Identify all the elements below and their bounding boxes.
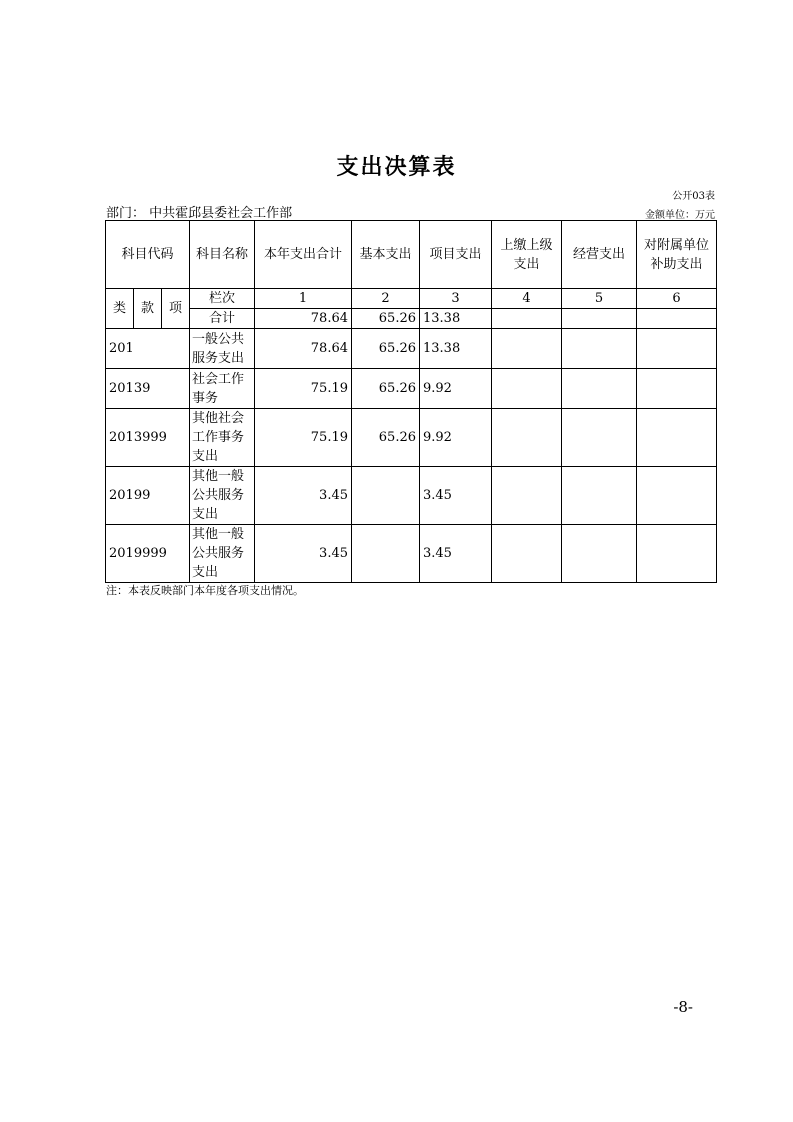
col-number: 1 xyxy=(255,289,352,309)
business-cell xyxy=(562,525,637,583)
basic-cell xyxy=(352,525,420,583)
total-cell: 78.64 xyxy=(255,329,352,369)
total-cell: 75.19 xyxy=(255,369,352,409)
subsidy-cell xyxy=(637,369,717,409)
name-line: 支出 xyxy=(192,449,219,464)
name-line: 其他一般 xyxy=(192,469,245,484)
upper-cell xyxy=(492,309,562,329)
subheader-lei: 类 xyxy=(106,289,134,329)
upper-cell xyxy=(492,329,562,369)
table-row xyxy=(106,409,717,467)
business-cell xyxy=(562,329,637,369)
header-subsidy-line1: 对附属单位 xyxy=(643,237,709,253)
col-number: 6 xyxy=(637,289,717,309)
table-row xyxy=(106,467,717,525)
unit-label: 金额单位：万元 xyxy=(645,210,715,221)
name-line: 支出 xyxy=(192,507,219,522)
name-line: 其他一般 xyxy=(192,527,245,542)
total-row xyxy=(106,309,717,329)
page-title: 支出决算表 xyxy=(336,155,457,180)
header-business: 经营支出 xyxy=(562,221,637,289)
header-name: 科目名称 xyxy=(190,221,255,289)
name-line: 社会工作 xyxy=(192,371,245,387)
subsidy-cell xyxy=(637,525,717,583)
header-basic: 基本支出 xyxy=(352,221,420,289)
subheader-lanci: 栏次 xyxy=(190,289,255,309)
header-subsidy-line2: 补助支出 xyxy=(650,256,703,272)
total-cell: 75.19 xyxy=(255,409,352,467)
name-cell xyxy=(190,525,255,583)
header-row xyxy=(106,221,717,289)
header-upper-line2: 支出 xyxy=(513,256,540,272)
name-line: 一般公共 xyxy=(192,331,245,347)
header-code: 科目代码 xyxy=(106,221,190,289)
upper-cell xyxy=(492,409,562,467)
expenditure-table xyxy=(105,220,717,583)
subsidy-cell xyxy=(637,467,717,525)
name-line: 公共服务 xyxy=(192,546,245,561)
subsidy-cell xyxy=(637,409,717,467)
page-number: -8- xyxy=(673,998,693,1016)
col-number: 4 xyxy=(492,289,562,309)
subsidy-cell xyxy=(637,329,717,369)
table-row xyxy=(106,329,717,369)
code-cell: 201 xyxy=(106,329,190,369)
code-cell: 2013999 xyxy=(106,409,190,467)
total-label: 合计 xyxy=(190,309,255,329)
header-subsidy xyxy=(637,221,717,289)
basic-cell: 65.26 xyxy=(352,409,420,467)
name-line: 支出 xyxy=(192,565,219,580)
project-cell: 3.45 xyxy=(420,525,492,583)
project-cell: 13.38 xyxy=(420,329,492,369)
project-cell: 9.92 xyxy=(420,369,492,409)
name-cell xyxy=(190,369,255,409)
header-total: 本年支出合计 xyxy=(255,221,352,289)
basic-cell xyxy=(352,467,420,525)
upper-cell xyxy=(492,369,562,409)
subheader-xiang: 项 xyxy=(162,289,190,329)
form-code: 公开03表 xyxy=(672,191,715,202)
name-line: 事务 xyxy=(192,390,219,406)
project-cell: 3.45 xyxy=(420,467,492,525)
basic-cell: 65.26 xyxy=(352,369,420,409)
col-number: 5 xyxy=(562,289,637,309)
total-cell: 78.64 xyxy=(255,309,352,329)
business-cell xyxy=(562,369,637,409)
upper-cell xyxy=(492,467,562,525)
business-cell xyxy=(562,309,637,329)
name-cell xyxy=(190,409,255,467)
subheader-kuan: 款 xyxy=(134,289,162,329)
business-cell xyxy=(562,409,637,467)
name-line: 工作事务 xyxy=(192,430,245,445)
table-note: 注：本表反映部门本年度各项支出情况。 xyxy=(106,584,304,597)
code-cell: 20139 xyxy=(106,369,190,409)
header-upper xyxy=(492,221,562,289)
col-number: 3 xyxy=(420,289,492,309)
name-cell xyxy=(190,329,255,369)
basic-cell: 65.26 xyxy=(352,329,420,369)
header-upper-line1: 上缴上级 xyxy=(500,237,553,253)
upper-cell xyxy=(492,525,562,583)
code-cell: 20199 xyxy=(106,467,190,525)
total-cell: 3.45 xyxy=(255,467,352,525)
department-label: 部门： 中共霍邱县委社会工作部 xyxy=(106,206,293,221)
name-line: 其他社会 xyxy=(192,411,245,426)
project-cell: 9.92 xyxy=(420,409,492,467)
subsidy-cell xyxy=(637,309,717,329)
project-cell: 13.38 xyxy=(420,309,492,329)
header-project: 项目支出 xyxy=(420,221,492,289)
basic-cell: 65.26 xyxy=(352,309,420,329)
name-cell xyxy=(190,467,255,525)
col-number: 2 xyxy=(352,289,420,309)
total-cell: 3.45 xyxy=(255,525,352,583)
code-cell: 2019999 xyxy=(106,525,190,583)
business-cell xyxy=(562,467,637,525)
table-row xyxy=(106,369,717,409)
name-line: 服务支出 xyxy=(192,350,245,366)
table-row xyxy=(106,525,717,583)
lanci-row xyxy=(106,289,717,309)
name-line: 公共服务 xyxy=(192,488,245,503)
